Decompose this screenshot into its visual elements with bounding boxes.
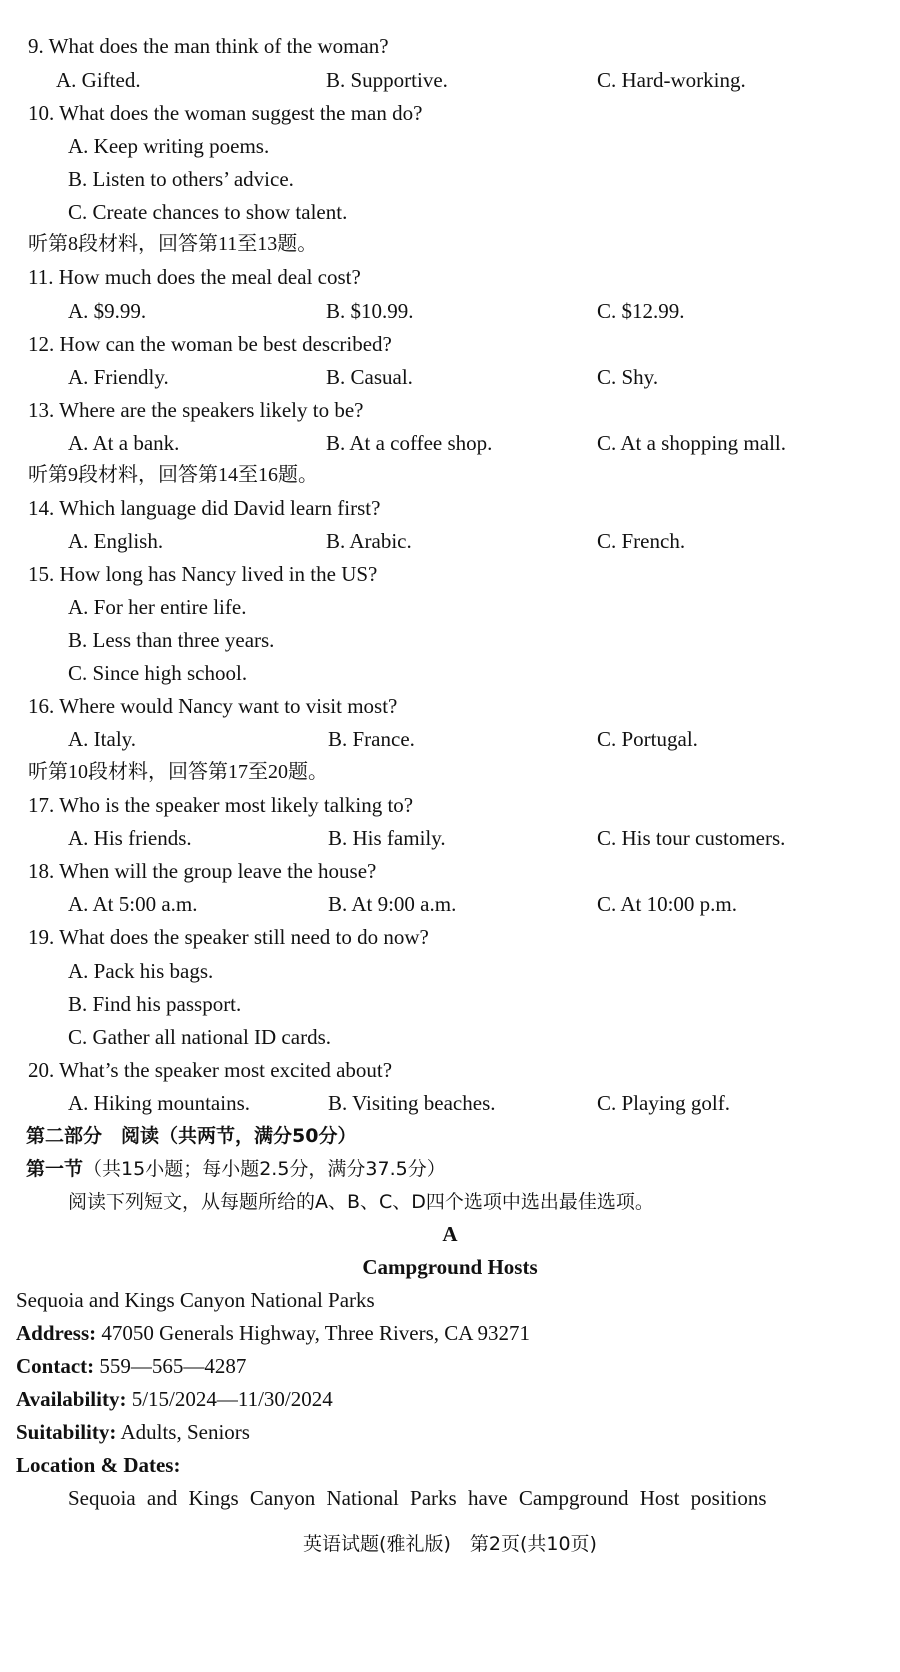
address-value: 47050 Generals Highway, Three Rivers, CA 93271 xyxy=(101,1321,531,1345)
option-18a: A. At 5:00 a.m. xyxy=(68,892,198,916)
suitability-label: Suitability: xyxy=(16,1420,117,1444)
availability-label: Availability: xyxy=(16,1387,127,1411)
question-13: 13. Where are the speakers likely to be? xyxy=(28,398,364,422)
option-17b: B. His family. xyxy=(328,826,446,850)
option-19c: C. Gather all national ID cards. xyxy=(68,1025,331,1049)
option-14a: A. English. xyxy=(68,529,164,553)
location-line xyxy=(16,1451,180,1479)
question-15: 15. How long has Nancy lived in the US? xyxy=(28,562,378,586)
question-11: 11. How much does the meal deal cost? xyxy=(28,265,361,289)
question-14: 14. Which language did David learn first? xyxy=(28,496,381,520)
section2-subheading xyxy=(26,1155,446,1183)
option-16a: A. Italy. xyxy=(68,727,137,751)
question-16: 16. Where would Nancy want to visit most? xyxy=(28,694,398,718)
option-18c: C. At 10:00 p.m. xyxy=(597,892,738,916)
option-15a: A. For her entire life. xyxy=(68,595,247,619)
location-label: Location & Dates: xyxy=(16,1453,181,1477)
availability-value: 5/15/2024—11/30/2024 xyxy=(131,1387,333,1411)
option-13a: A. At a bank. xyxy=(68,431,180,455)
availability-line xyxy=(16,1385,333,1413)
option-20b: B. Visiting beaches. xyxy=(328,1091,496,1115)
instruction-part10: 听第10段材料，回答第17至20题。 xyxy=(28,761,328,783)
question-20: 20. What’s the speaker most excited about? xyxy=(28,1058,393,1082)
option-13c: C. At a shopping mall. xyxy=(597,431,786,455)
option-10a: A. Keep writing poems. xyxy=(68,134,270,158)
option-16b: B. France. xyxy=(328,727,415,751)
option-17c: C. His tour customers. xyxy=(597,826,786,850)
option-15c: C. Since high school. xyxy=(68,661,248,685)
option-10c: C. Create chances to show talent. xyxy=(68,200,348,224)
suitability-value: Adults, Seniors xyxy=(120,1420,250,1444)
suitability-line xyxy=(16,1418,250,1446)
option-19b: B. Find his passport. xyxy=(68,992,242,1016)
option-17a: A. His friends. xyxy=(68,826,192,850)
passage-body: Sequoia and Kings Canyon National Parks have Campground Host positions xyxy=(68,1486,767,1510)
question-9: 9. What does the man think of the woman? xyxy=(28,34,389,58)
question-10: 10. What does the woman suggest the man do? xyxy=(28,101,423,125)
option-19a: A. Pack his bags. xyxy=(68,959,214,983)
question-17: 17. Who is the speaker most likely talking to? xyxy=(28,793,414,817)
question-18: 18. When will the group leave the house? xyxy=(28,859,377,883)
option-9b: B. Supportive. xyxy=(326,68,448,92)
option-13b: B. At a coffee shop. xyxy=(326,431,493,455)
option-20c: C. Playing golf. xyxy=(597,1091,731,1115)
option-18b: B. At 9:00 a.m. xyxy=(328,892,457,916)
option-14c: C. French. xyxy=(597,529,686,553)
option-12c: C. Shy. xyxy=(597,365,659,389)
park-name: Sequoia and Kings Canyon National Parks xyxy=(16,1288,375,1312)
address-line xyxy=(16,1319,530,1347)
passage-title: Campground Hosts xyxy=(362,1255,538,1279)
option-15b: B. Less than three years. xyxy=(68,628,275,652)
contact-value: 559—565—4287 xyxy=(99,1354,247,1378)
option-11a: A. $9.99. xyxy=(68,299,147,323)
option-14b: B. Arabic. xyxy=(326,529,412,553)
option-9c: C. Hard-working. xyxy=(597,68,746,92)
contact-line xyxy=(16,1352,246,1380)
option-20a: A. Hiking mountains. xyxy=(68,1091,250,1115)
option-11c: C. $12.99. xyxy=(597,299,685,323)
page-footer: 英语试题(雅礼版) 第2页(共10页) xyxy=(303,1533,597,1555)
section2-directions: 阅读下列短文，从每题所给的A、B、C、D四个选项中选出最佳选项。 xyxy=(68,1191,654,1213)
contact-label: Contact: xyxy=(16,1354,95,1378)
option-12b: B. Casual. xyxy=(326,365,413,389)
option-16c: C. Portugal. xyxy=(597,727,698,751)
instruction-part8: 听第8段材料，回答第11至13题。 xyxy=(28,233,318,255)
address-label: Address: xyxy=(16,1321,97,1345)
option-12a: A. Friendly. xyxy=(68,365,169,389)
instruction-part9: 听第9段材料，回答第14至16题。 xyxy=(28,464,318,486)
question-19: 19. What does the speaker still need to do now? xyxy=(28,925,429,949)
option-10b: B. Listen to others’ advice. xyxy=(68,167,294,191)
subheading-text: （共15小题；每小题2.5分，满分37.5分） xyxy=(83,1158,446,1180)
option-11b: B. $10.99. xyxy=(326,299,414,323)
question-12: 12. How can the woman be best described? xyxy=(28,332,392,356)
section2-heading: 第二部分 阅读（共两节，满分50分） xyxy=(26,1125,357,1147)
option-9a: A. Gifted. xyxy=(56,68,141,92)
subheading-label: 第一节 xyxy=(26,1158,84,1180)
passage-letter: A xyxy=(442,1222,458,1246)
